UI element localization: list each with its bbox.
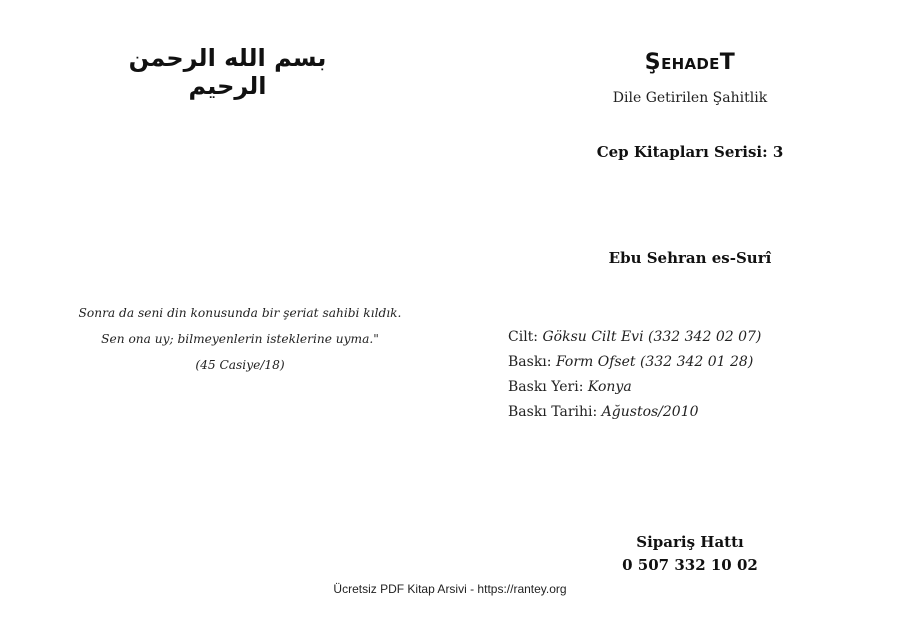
order-line-title: Sipariş Hattı: [636, 533, 744, 551]
logo-middle-letters: EHADE: [661, 55, 720, 73]
imprint-value: Göksu Cilt Evi (332 342 02 07): [542, 329, 762, 345]
imprint-value: Konya: [587, 379, 632, 395]
imprint-row-print: [508, 350, 808, 375]
series-label: Cep Kitapları Serisi: 3: [596, 143, 784, 161]
order-line-block: [575, 531, 805, 577]
verse-quote: [60, 300, 420, 378]
imprint-label: Baskı Tarihi:: [508, 404, 602, 420]
imprint-row-place: [508, 375, 808, 400]
order-phone-number: 0 507 332 10 02: [622, 556, 758, 574]
logo-last-letter: T: [719, 50, 736, 75]
quote-line: Sonra da seni din konusunda bir şeriat sahibi kıldık.: [78, 306, 402, 320]
imprint-value: Ağustos/2010: [601, 404, 699, 420]
basmala-heading: بسم الله الرحمن الرحيم: [128, 44, 327, 100]
logo-first-letter: Ş: [644, 50, 662, 75]
imprint-block: [508, 325, 808, 425]
imprint-value: Form Ofset (332 342 01 28): [555, 354, 754, 370]
imprint-label: Baskı:: [508, 354, 556, 370]
footer-watermark: Ücretsiz PDF Kitap Arsivi - https://rantey.org: [333, 582, 567, 596]
book-subtitle: Dile Getirilen Şahitlik: [612, 90, 768, 106]
quote-line: Sen ona uy; bilmeyenlerin isteklerine uyma.": [101, 332, 379, 346]
imprint-label: Baskı Yeri:: [508, 379, 588, 395]
author-name: Ebu Sehran es-Surî: [608, 249, 772, 267]
imprint-label: Cilt:: [508, 329, 543, 345]
book-logo-title: [590, 50, 790, 75]
imprint-row-binding: [508, 325, 808, 350]
quote-reference: (45 Casiye/18): [195, 358, 285, 372]
imprint-row-date: [508, 400, 808, 425]
